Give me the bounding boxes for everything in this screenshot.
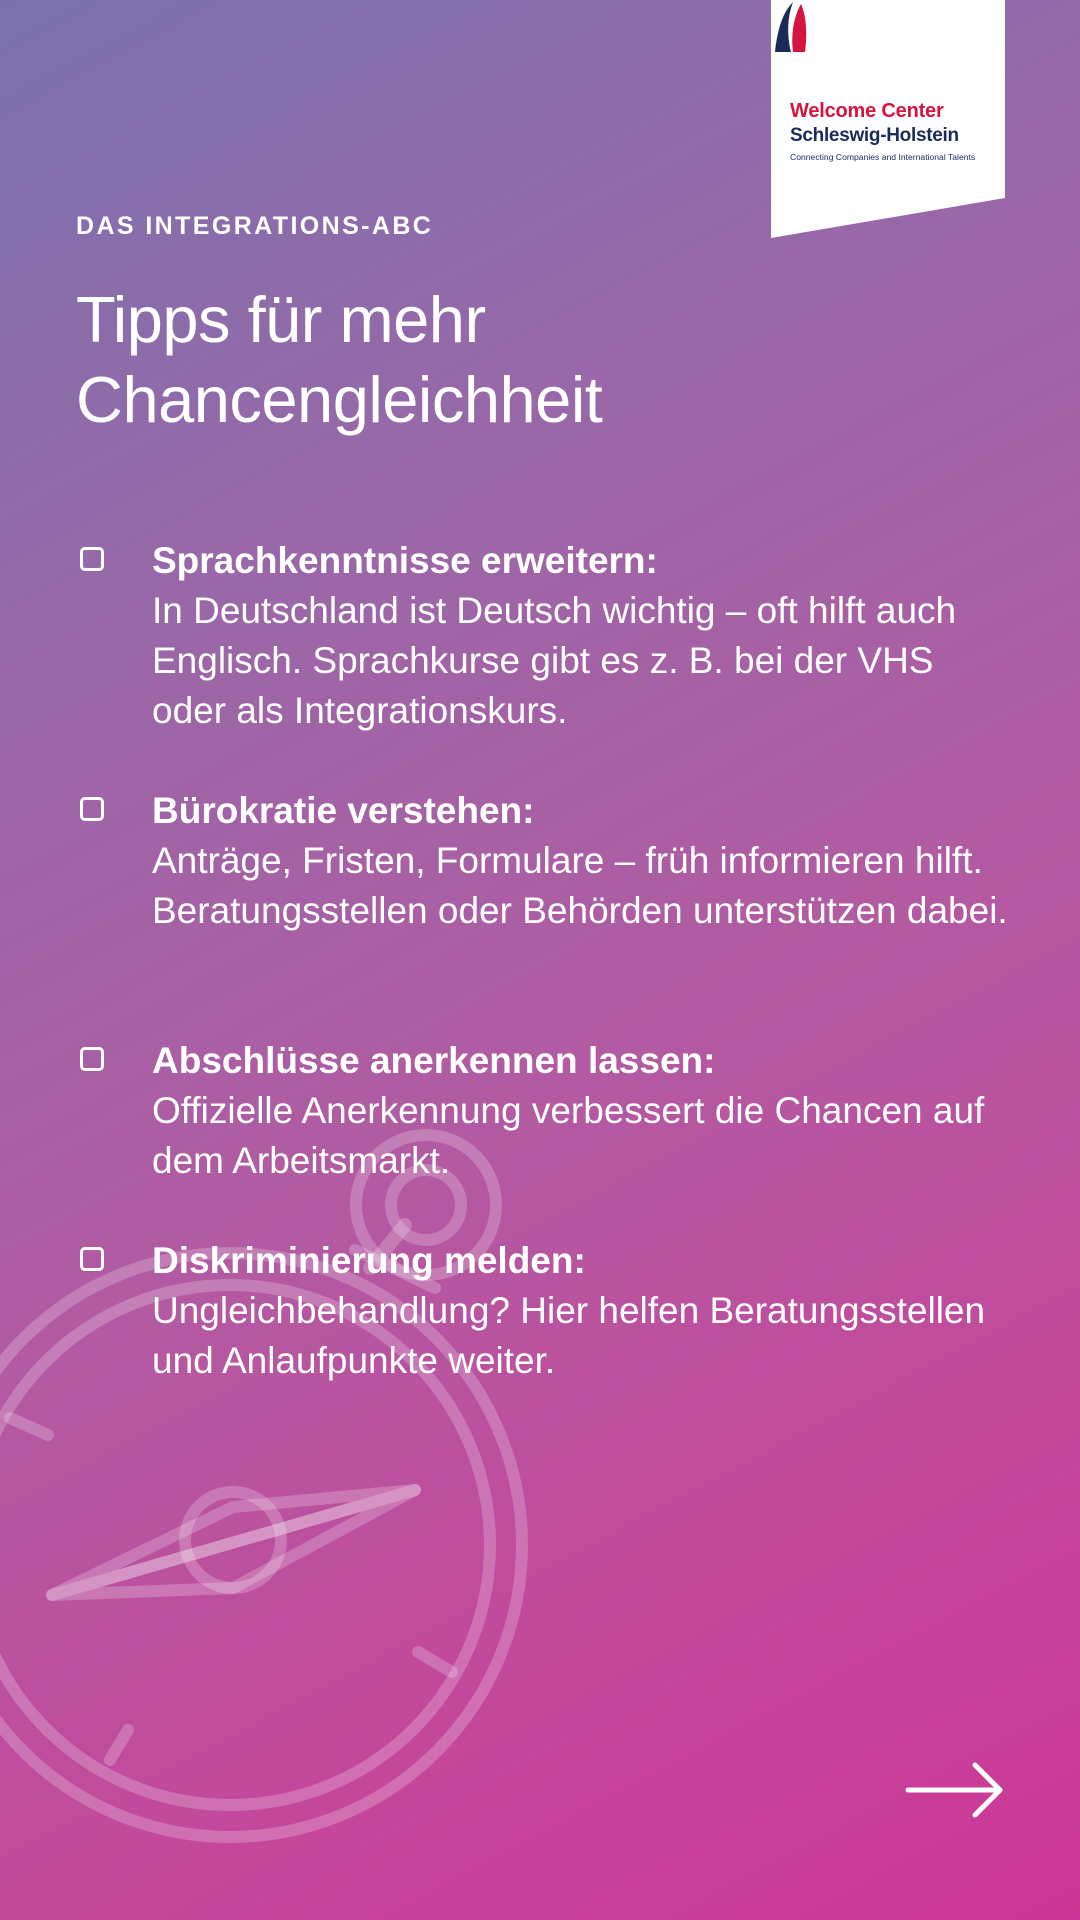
page-title-line-2: Chancengleichheit xyxy=(76,363,603,436)
tip-text xyxy=(152,1036,1016,1186)
tip-title: Diskriminierung melden: xyxy=(152,1240,586,1281)
tip-title: Sprachkenntnisse erweitern: xyxy=(152,540,658,581)
tip-title: Abschlüsse anerkennen lassen: xyxy=(152,1040,716,1081)
logo-title: Welcome Center xyxy=(790,100,944,122)
logo-tagline: Connecting Companies and International Talents xyxy=(790,152,976,162)
checkbox-icon[interactable] xyxy=(80,547,104,571)
checkbox-icon[interactable] xyxy=(80,1247,104,1271)
eyebrow-label: DAS INTEGRATIONS-ABC xyxy=(76,212,434,240)
logo-card xyxy=(771,0,1005,238)
tip-body: Anträge, Fristen, Formulare – früh informieren hilft. Beratungsstellen oder Behörden unterstützen dabei. xyxy=(152,840,1008,931)
page-title xyxy=(76,280,836,440)
tip-text xyxy=(152,786,1016,936)
logo-subtitle: Schleswig-Holstein xyxy=(790,125,959,146)
tip-body: Offizielle Anerkennung verbessert die Chancen auf dem Arbeitsmarkt. xyxy=(152,1090,985,1181)
checkbox-icon[interactable] xyxy=(80,1047,104,1071)
checkbox-icon[interactable] xyxy=(80,797,104,821)
tip-title: Bürokratie verstehen: xyxy=(152,790,535,831)
tip-text xyxy=(152,536,1016,736)
sailboat-icon xyxy=(771,0,807,54)
page-title-line-1: Tipps für mehr xyxy=(76,283,486,356)
tip-text xyxy=(152,1236,1016,1386)
arrow-right-icon[interactable] xyxy=(905,1760,1005,1820)
tip-body: In Deutschland ist Deutsch wichtig – oft hilft auch Englisch. Sprachkurse gibt es z. B. bei der VHS oder als Integrationskurs. xyxy=(152,590,957,731)
tip-body: Ungleichbehandlung? Hier helfen Beratungsstellen und Anlaufpunkte weiter. xyxy=(152,1290,986,1381)
